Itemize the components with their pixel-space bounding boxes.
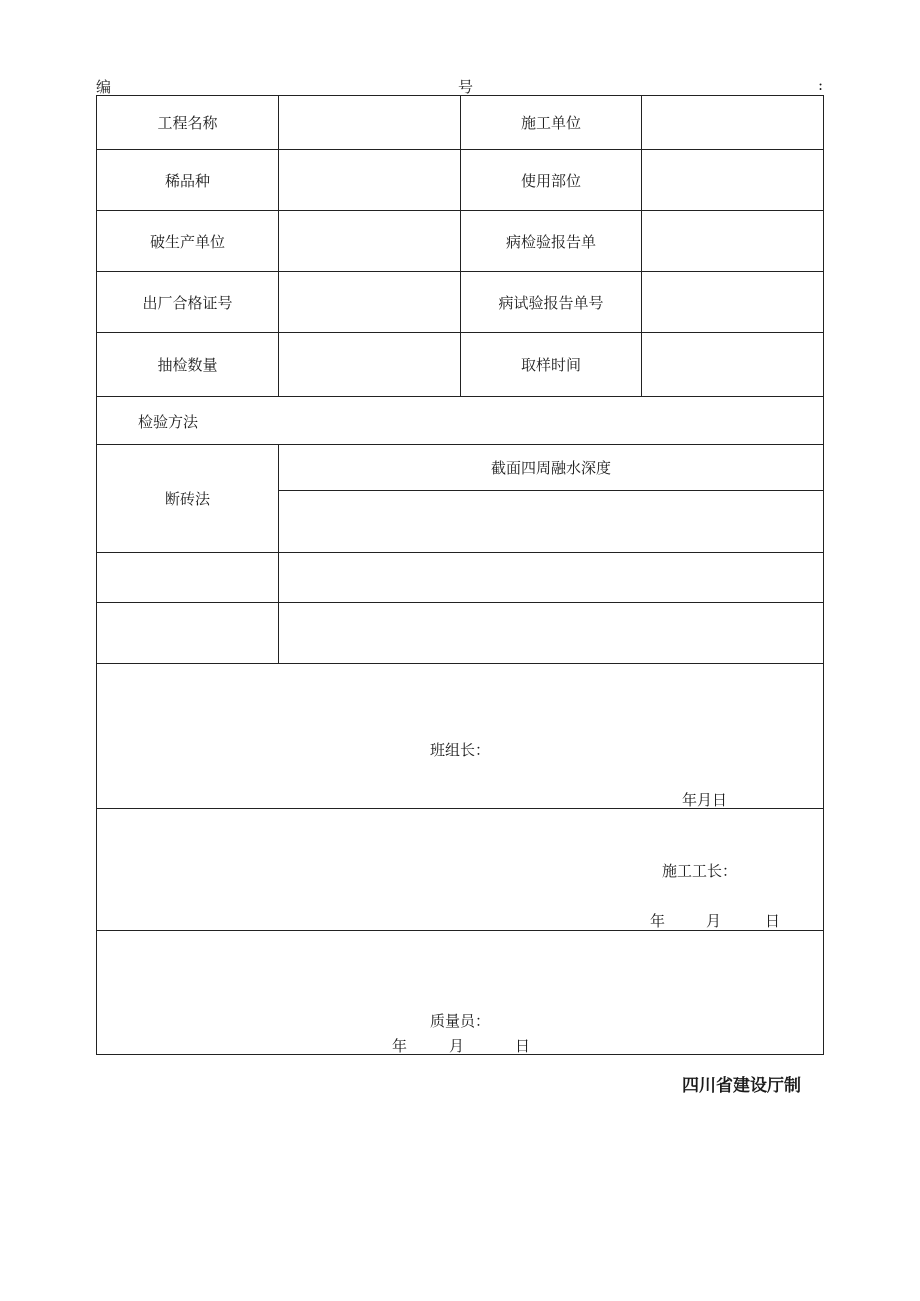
team-leader-label: 班组长： — [430, 741, 491, 759]
value-usage-part[interactable] — [642, 150, 823, 210]
blank-value-cell[interactable] — [279, 603, 823, 663]
label-construction-unit: 施工单位 — [520, 114, 581, 132]
foreman-date-month: 月 — [706, 912, 722, 930]
label-variety: 稀品种 — [164, 171, 210, 190]
blank-value-cell[interactable] — [279, 553, 823, 602]
issuer-footer: 四川省建设厅制 — [682, 1076, 801, 1096]
value-depth[interactable] — [279, 491, 823, 552]
label-project-name: 工程名称 — [157, 114, 218, 132]
label-break-method: 断砖法 — [164, 490, 210, 508]
team-leader-date: 年月日 — [682, 791, 728, 809]
foreman-date-year: 年 — [650, 912, 666, 930]
value-variety[interactable] — [279, 150, 460, 210]
number-label-hao: 号 — [458, 78, 474, 96]
quality-date-day: 日 — [515, 1037, 531, 1055]
quality-date-year: 年 — [392, 1037, 408, 1055]
label-test-report-no: 病试验报告单号 — [498, 293, 604, 312]
value-sampling-time[interactable] — [642, 333, 823, 396]
value-test-report-no[interactable] — [642, 272, 823, 332]
row-divider — [97, 396, 823, 397]
label-inspection-report: 病检验报告单 — [505, 232, 596, 251]
label-factory-cert: 出厂合格证号 — [142, 293, 233, 312]
value-project-name[interactable] — [279, 96, 460, 149]
label-usage-part: 使用部位 — [520, 171, 581, 190]
value-inspection-report[interactable] — [642, 211, 823, 271]
row-divider — [97, 663, 823, 664]
label-sample-qty: 抽检数量 — [157, 356, 218, 374]
foreman-label: 施工工长： — [662, 862, 738, 880]
value-producer[interactable] — [279, 211, 460, 271]
value-sample-qty[interactable] — [279, 333, 460, 396]
inspection-form — [96, 95, 824, 1055]
value-construction-unit[interactable] — [642, 96, 823, 149]
number-colon: : — [818, 76, 824, 94]
blank-label-cell[interactable] — [97, 553, 278, 602]
blank-label-cell[interactable] — [97, 603, 278, 663]
quality-label: 质量员： — [430, 1012, 491, 1030]
number-line — [96, 76, 824, 96]
label-producer: 破生产单位 — [149, 232, 225, 251]
quality-date-month: 月 — [449, 1037, 465, 1055]
label-sampling-time: 取样时间 — [520, 356, 581, 374]
label-method: 检验方法 — [138, 413, 199, 431]
depth-header: 截面四周融水深度 — [490, 459, 611, 477]
value-factory-cert[interactable] — [279, 272, 460, 332]
foreman-date-day: 日 — [765, 912, 781, 930]
number-label-bian: 编 — [96, 78, 112, 96]
